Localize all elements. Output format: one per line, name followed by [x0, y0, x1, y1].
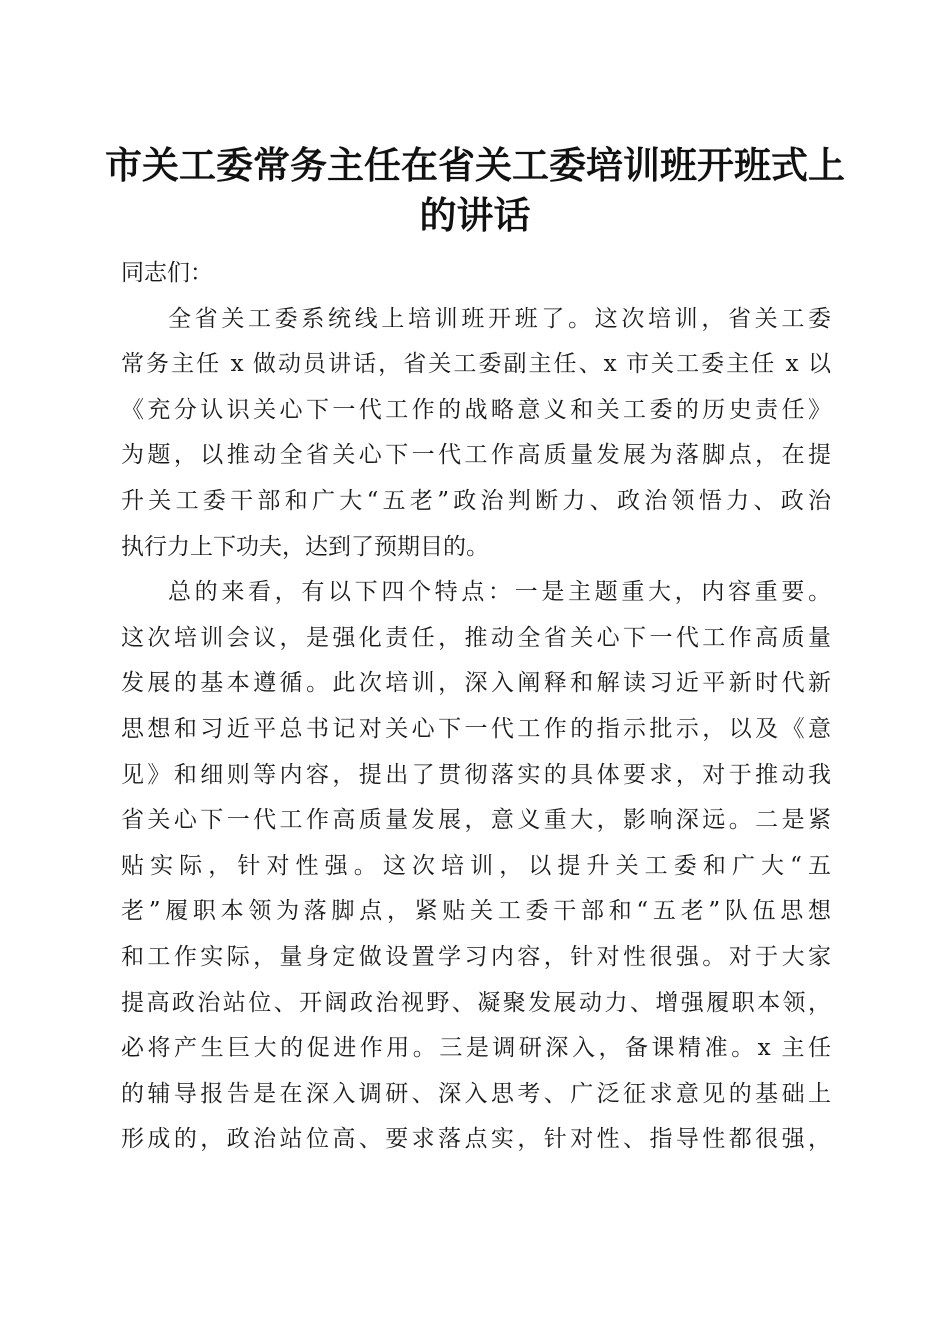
- salutation-text: 同志们：: [121, 260, 213, 286]
- text-line: 发展的基本遵循。此次培训，深入阐释和解读习近平新时代新: [121, 670, 831, 697]
- text-line: 思想和习近平总书记对关心下一代工作的指示批示，以及《意: [121, 715, 831, 742]
- text-line: 全省关工委系统线上培训班开班了。这次培训，省关工委: [168, 305, 831, 332]
- text-line: 的辅导报告是在深入调研、深入思考、广泛征求意见的基础上: [121, 1080, 831, 1107]
- text-line: 提高政治站位、开阔政治视野、凝聚发展动力、增强履职本领，: [121, 989, 831, 1016]
- title-line: 市关工委常务主任在省关工委培训班开班式上: [105, 143, 845, 187]
- text-line: 总的来看，有以下四个特点：一是主题重大，内容重要。: [168, 579, 831, 606]
- document-body: [121, 251, 831, 1163]
- text-line: 常务主任 x 做动员讲话，省关工委副主任、x 市关工委主任 x 以: [121, 351, 831, 378]
- text-line: 《充分认识关心下一代工作的战略意义和关工委的历史责任》: [121, 396, 831, 423]
- text-line: 见》和细则等内容，提出了贯彻落实的具体要求，对于推动我: [121, 761, 831, 788]
- text-line: 这次培训会议，是强化责任，推动全省关心下一代工作高质量: [121, 624, 831, 651]
- text-line: 形成的，政治站位高、要求落点实，针对性、指导性都很强，: [121, 1126, 831, 1153]
- text-line: 省关心下一代工作高质量发展，意义重大，影响深远。二是紧: [121, 807, 831, 834]
- text-line: 和工作实际，量身定做设置学习内容，针对性很强。对于大家: [121, 943, 831, 970]
- text-line: 必将产生巨大的促进作用。三是调研深入，备课精准。x 主任: [121, 1035, 831, 1062]
- text-line: 老”履职本领为落脚点，紧贴关工委干部和“五老”队伍思想: [121, 898, 831, 925]
- salutation: [121, 251, 831, 297]
- text-line: 升关工委干部和广大“五老”政治判断力、政治领悟力、政治: [121, 487, 831, 514]
- paragraph-1: [121, 297, 831, 571]
- paragraph-2: [121, 570, 831, 1163]
- text-line: 执行力上下功夫，达到了预期目的。: [121, 533, 489, 560]
- text-line: 为题，以推动全省关心下一代工作高质量发展为落脚点，在提: [121, 442, 831, 469]
- title-line: 的讲话: [419, 193, 531, 237]
- text-line: 贴实际，针对性强。这次培训，以提升关工委和广大“五: [121, 852, 831, 879]
- document-title: [80, 140, 870, 240]
